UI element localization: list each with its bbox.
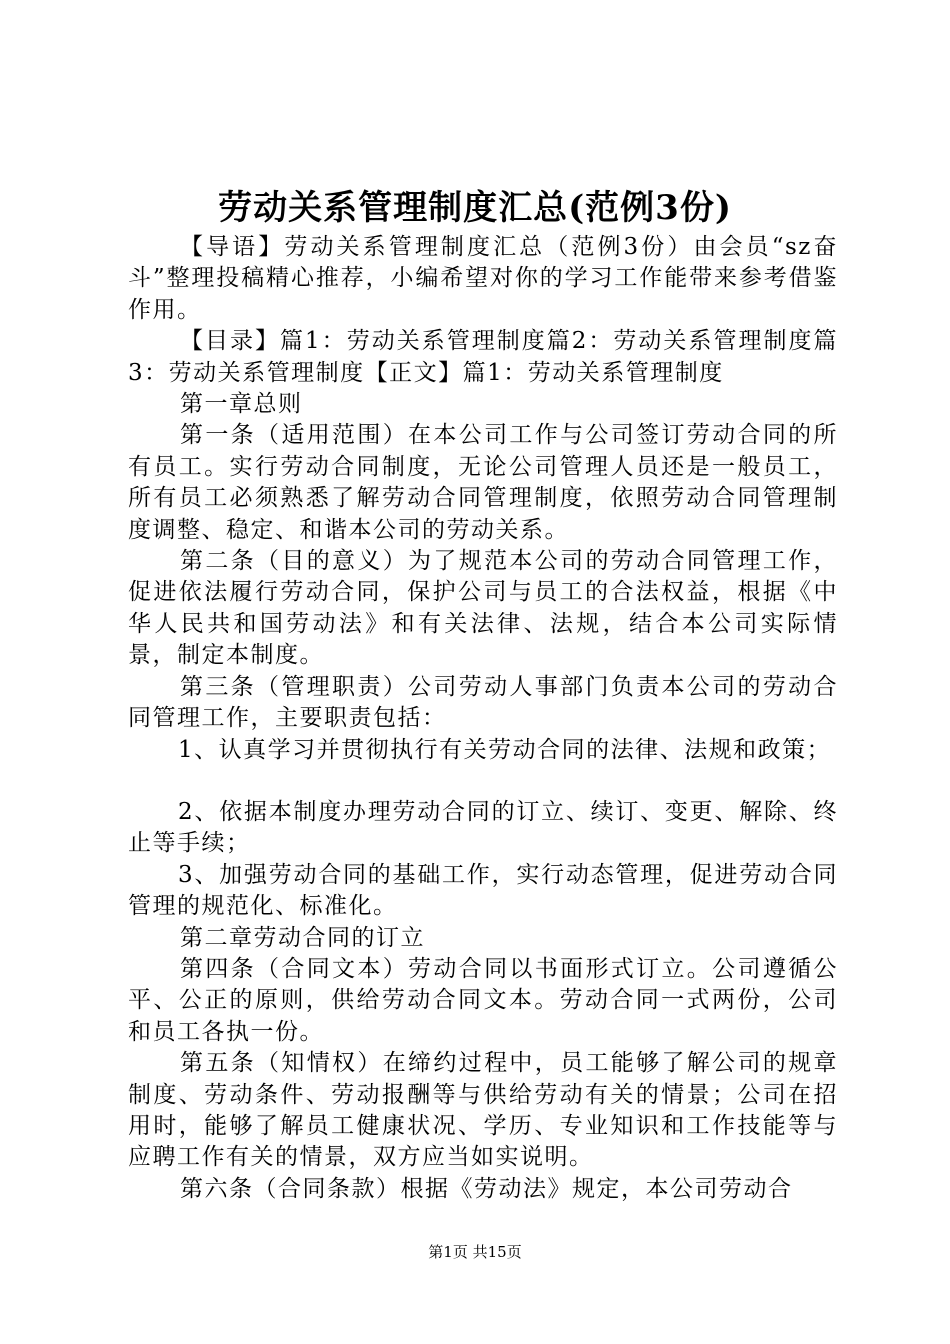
table-of-contents-paragraph: 【目录】篇1：劳动关系管理制度篇2：劳动关系管理制度篇3：劳动关系管理制度【正文】篇1：劳动关系管理制度 <box>128 328 838 386</box>
article-paragraph: 第五条（知情权）在缔约过程中，员工能够了解公司的规章制度、劳动条件、劳动报酬等与供给劳动有关的情景；公司在招用时，能够了解员工健康状况、学历、专业知识和工作技能等与应聘工作有关的情景，双方应当如实说明。 <box>128 1050 838 1171</box>
list-item: 1、认真学习并贯彻执行有关劳动合同的法律、法规和政策； <box>178 736 832 763</box>
chapter-heading: 第二章劳动合同的订立 <box>180 924 425 951</box>
list-item: 2、依据本制度办理劳动合同的订立、续订、变更、解除、终止等手续； <box>128 798 838 857</box>
paragraph-gap <box>128 766 838 797</box>
page-footer: 第1页 共15页 <box>428 1243 522 1261</box>
article-paragraph: 第四条（合同文本）劳动合同以书面形式订立。公司遵循公平、公正的原则，供给劳动合同文本。劳动合同一式两份，公司和员工各执一份。 <box>128 955 838 1045</box>
document-title: 劳动关系管理制度汇总(范例3份) <box>218 188 732 228</box>
document-body <box>128 232 838 1205</box>
list-item: 3、加强劳动合同的基础工作，实行动态管理，促进劳动合同管理的规范化、标准化。 <box>128 861 838 920</box>
intro-paragraph: 【导语】劳动关系管理制度汇总（范例3份）由会员“sz奋斗”整理投稿精心推荐，小编希望对你的学习工作能带来参考借鉴作用。 <box>128 234 838 323</box>
article-paragraph: 第二条（目的意义）为了规范本公司的劳动合同管理工作，促进依法履行劳动合同，保护公司与员工的合法权益，根据《中华人民共和国劳动法》和有关法律、法规，结合本公司实际情景，制定本制度。 <box>128 548 838 669</box>
chapter-heading: 第一章总则 <box>180 391 303 418</box>
article-paragraph: 第三条（管理职责）公司劳动人事部门负责本公司的劳动合同管理工作，主要职责包括： <box>128 673 838 732</box>
article-paragraph: 第一条（适用范围）在本公司工作与公司签订劳动合同的所有员工。实行劳动合同制度，无论公司管理人员还是一般员工，所有员工必须熟悉了解劳动合同管理制度，依照劳动合同管理制度调整、稳定、和谐本公司的劳动关系。 <box>128 422 838 543</box>
article-paragraph: 第六条（合同条款）根据《劳动法》规定，本公司劳动合 <box>180 1175 793 1202</box>
